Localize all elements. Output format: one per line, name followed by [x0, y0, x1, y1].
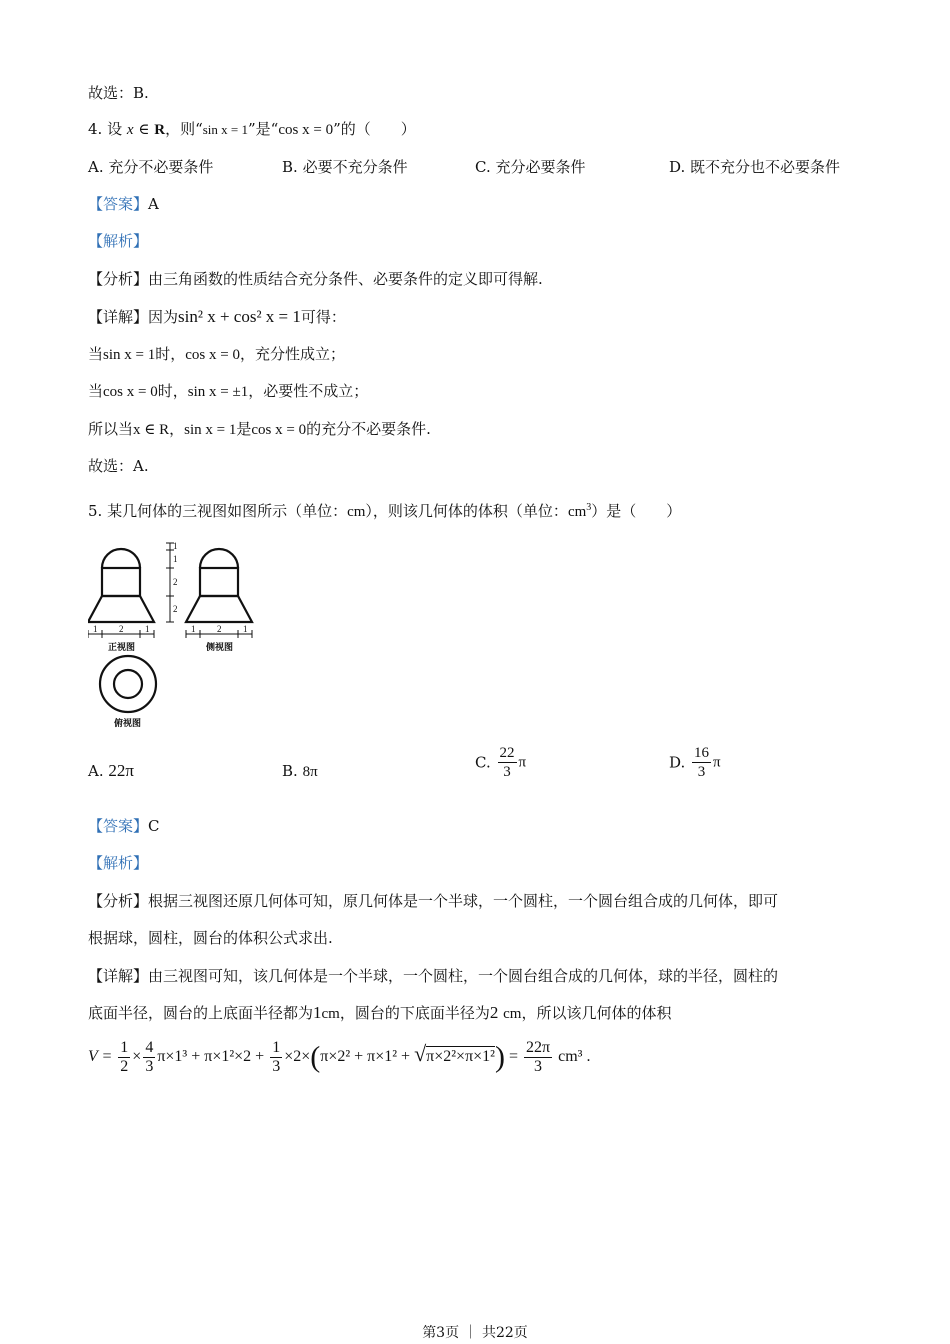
q4-analysis-heading: 【解析】	[88, 232, 149, 250]
q4-conclusion: 故选：A.	[88, 457, 149, 475]
dim-v-4: 2	[173, 604, 178, 614]
dim-v-2: 1	[173, 554, 178, 564]
q5-option-c: C. $\frac{22}{3}$ π	[475, 745, 527, 780]
q5-option-d-fraction: $\frac{16}{3}$	[694, 745, 710, 780]
page-footer: 第3页 ｜ 共22页	[422, 1325, 528, 1341]
q4-line-1: 当sin x = 1时，cos x = 0，充分性成立；	[88, 345, 345, 363]
q4-option-d: D. 既不充分也不必要条件	[669, 158, 841, 176]
dim-front-3: 1	[145, 624, 150, 634]
q5-stem: 5. 某几何体的三视图如图所示（单位：cm），则该几何体的体积（单位：$cm^3$）是（ ）	[88, 502, 682, 520]
q5-analysis-heading: 【解析】	[88, 854, 149, 872]
q5-option-b: B. 8π	[282, 762, 318, 780]
q5-answer: 【答案】C	[88, 817, 160, 835]
side-view-label: 侧视图	[206, 643, 234, 653]
q5-fenxi-1: 【分析】根据三视图还原几何体可知，原几何体是一个半球，一个圆柱，一个圆台组合成的几何体，即可	[88, 892, 779, 910]
q4-option-a: A. 充分不必要条件	[88, 158, 214, 176]
q4-fenxi: 【分析】由三角函数的性质结合充分条件、必要条件的定义即可得解.	[88, 270, 543, 288]
dim-side-2: 2	[217, 624, 222, 634]
q4-option-c: C. 充分必要条件	[475, 158, 586, 176]
q5-option-d: D. $\frac{16}{3}$ π	[669, 745, 721, 780]
dim-front-1: 1	[93, 624, 98, 634]
q3-conclusion: 故选：B.	[88, 84, 149, 102]
q5-option-c-fraction: $\frac{22}{3}$	[499, 745, 515, 780]
top-view-label: 俯视图	[114, 719, 142, 729]
dim-v-1: 1	[173, 541, 178, 551]
q4-xiangjie: 【详解】因为sin² x + cos² x = 1可得：	[88, 307, 346, 326]
front-view-label: 正视图	[108, 643, 136, 653]
q4-answer: 【答案】A	[88, 195, 159, 213]
q4-stem: 4. 设 x ∈ R，则“sin x = 1”是“cos x = 0”的（ ）	[88, 120, 416, 138]
q4-line-3: 所以当x ∈ R，sin x = 1是cos x = 0的充分不必要条件.	[88, 420, 431, 438]
dim-side-1: 1	[191, 624, 196, 634]
dim-v-3: 2	[173, 577, 178, 587]
volume-formula: V = $\frac{1}{2}$ × $\frac{4}{3}$ π×1³ + π×1²×2 + $\frac{1}{3}$ ×2×(π×2² + π×1² + √π×2²×π×1²) = $\frac{22\pi}{3}$ cm³ .	[88, 1038, 591, 1075]
q5-xiangjie-2: 底面半径，圆台的上底面半径都为1cm，圆台的下底面半径为2 cm，所以该几何体的体积	[88, 1003, 672, 1022]
dim-front-2: 2	[119, 624, 124, 634]
three-view-figure	[88, 538, 258, 733]
q4-line-2: 当cos x = 0时，sin x = ±1，必要性不成立；	[88, 382, 369, 400]
q4-option-b: B. 必要不充分条件	[282, 158, 408, 176]
dim-side-3: 1	[243, 624, 248, 634]
q5-option-a: A. 22π	[88, 761, 134, 780]
q5-xiangjie-1: 【详解】由三视图可知，该几何体是一个半球，一个圆柱，一个圆台组合成的几何体，球的半径，圆柱的	[88, 967, 779, 985]
q5-fenxi-2: 根据球，圆柱，圆台的体积公式求出.	[88, 929, 333, 947]
